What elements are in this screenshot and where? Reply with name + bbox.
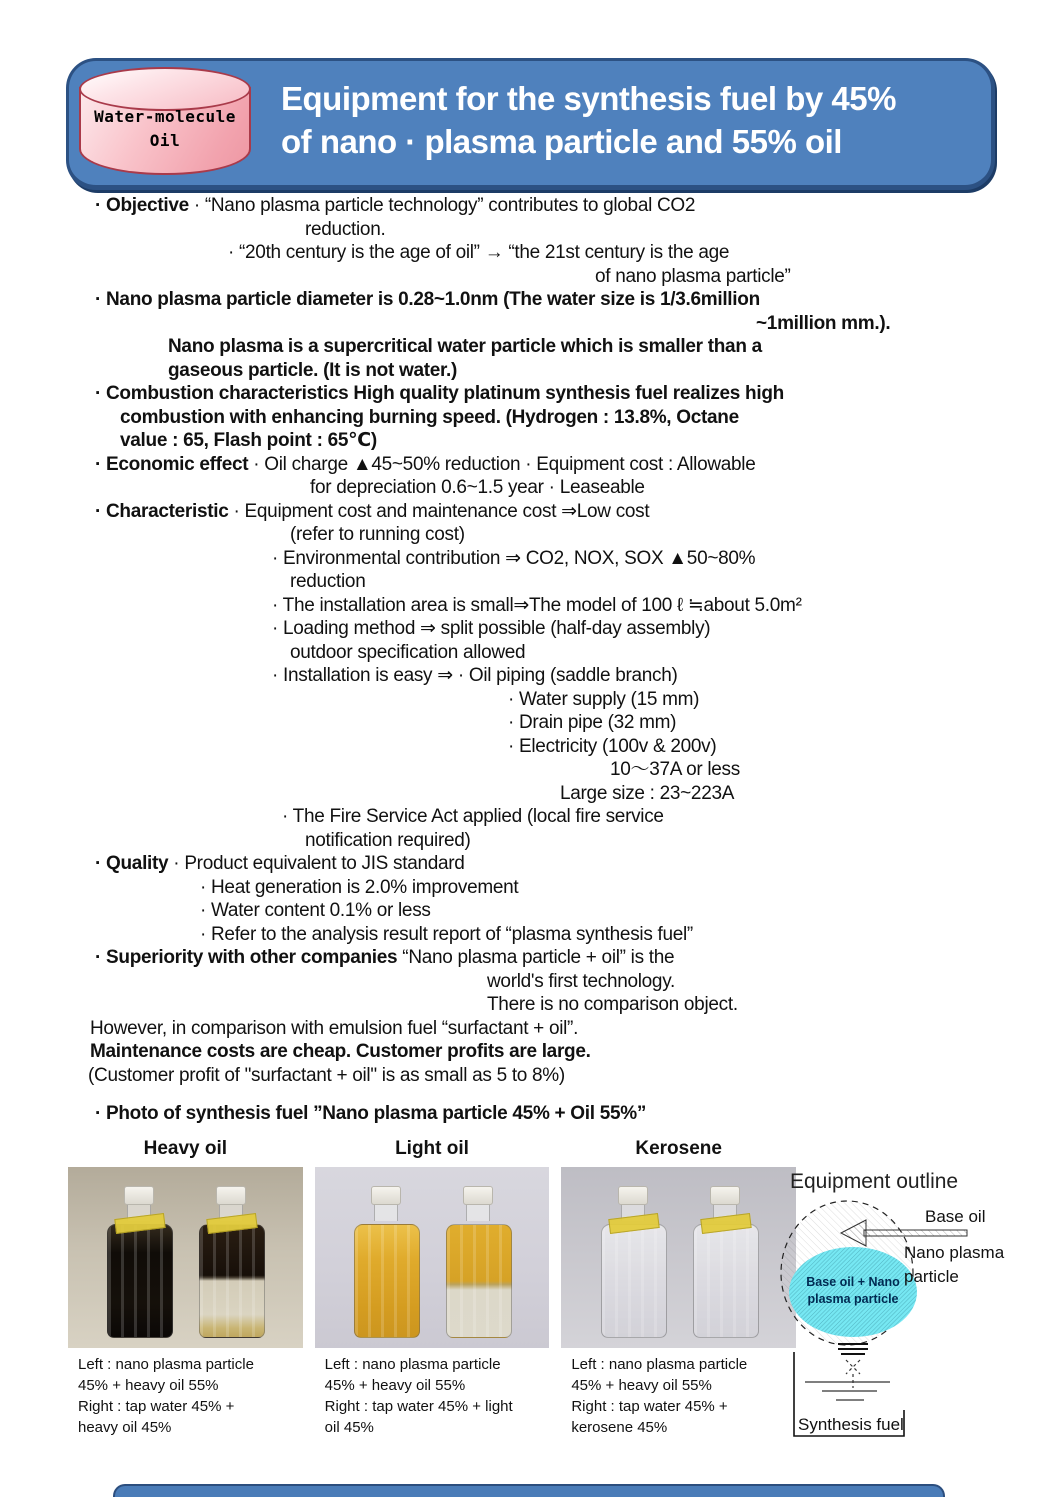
body-line: · Characteristic · Equipment cost and maintenance cost ⇒Low cost — [95, 500, 650, 522]
badge-line1: Water-molecule — [94, 107, 236, 126]
photo-label: Heavy oil — [143, 1138, 228, 1159]
body-line: · The Fire Service Act applied (local fire service — [282, 806, 664, 827]
body-line: · The installation area is small⇒The model of 100 ℓ ≒about 5.0m² — [272, 594, 802, 616]
photo-caption: Left : nano plasma particle 45% + heavy oil 55% Right : tap water 45% + heavy oil 45% — [78, 1356, 254, 1436]
mixture-label-line2: plasma particle — [807, 1292, 899, 1306]
body-line: · Superiority with other companies “Nano plasma particle + oil” is the — [95, 947, 675, 968]
water-molecule-oil-badge — [79, 67, 249, 177]
body-line: (refer to running cost) — [290, 524, 465, 545]
particle-label: particle — [904, 1267, 959, 1286]
photo-column — [561, 1138, 796, 1438]
fuel-photo — [315, 1167, 550, 1348]
body-line: for depreciation 0.6~1.5 year · Leaseable — [310, 477, 645, 498]
title-line1: Equipment for the synthesis fuel by 45% — [281, 80, 896, 117]
drip-line — [846, 1360, 860, 1388]
photo-caption: Left : nano plasma particle 45% + heavy oil 55% Right : tap water 45% + kerosene 45% — [571, 1356, 748, 1436]
bottom-banner — [113, 1484, 945, 1497]
body-line: There is no comparison object. — [487, 994, 738, 1015]
equipment-outline-title: Equipment outline — [790, 1170, 959, 1193]
body-line: · Drain pipe (32 mm) — [508, 712, 677, 733]
body-line: (Customer profit of "surfactant + oil" is as small as 5 to 8%) — [88, 1064, 565, 1086]
synthesis-fuel-label: Synthesis fuel — [798, 1415, 904, 1434]
body-line: reduction. — [305, 218, 386, 240]
body-line: · Refer to the analysis result report of “plasma synthesis fuel” — [200, 923, 693, 945]
title-line2: of nano · plasma particle and 55% oil — [281, 123, 842, 160]
body-line: · Electricity (100v & 200v) — [508, 735, 717, 757]
body-line: · “20th century is the age of oil” → “the 21st century is the age — [228, 242, 730, 263]
body-line: · Water content 0.1% or less — [200, 900, 431, 921]
body-line: Large size : 23~223A — [560, 782, 735, 804]
photo-column — [68, 1138, 303, 1438]
mixture-label-line1: Base oil + Nano — [806, 1275, 900, 1289]
badge-line2: Oil — [149, 131, 181, 150]
body-line: world's first technology. — [487, 970, 675, 992]
body-line: · Heat generation is 2.0% improvement — [200, 876, 519, 898]
body-line: gaseous particle. (It is not water.) — [168, 359, 458, 381]
photo-label: Kerosene — [635, 1138, 722, 1159]
body-line: · Objective · “Nano plasma particle technology” contributes to global CO2 — [95, 195, 696, 216]
body-line: · Environmental contribution ⇒ CO2, NOX, SOX ▲50~80% — [272, 547, 756, 569]
bottle — [351, 1186, 421, 1338]
nano-plasma-label: Nano plasma — [904, 1243, 1005, 1262]
inlet-arrow-shaft — [864, 1230, 967, 1236]
body-line: · Nano plasma particle diameter is 0.28~1.0nm (The water size is 1/3.6million — [95, 289, 760, 310]
body-line: · Economic effect · Oil charge ▲45~50% reduction · Equipment cost : Allowable — [95, 453, 756, 475]
bottle — [443, 1186, 513, 1338]
badge-label — [79, 105, 251, 153]
bottle — [598, 1186, 668, 1338]
body-line: of nano plasma particle” — [595, 265, 791, 287]
body-line: · Quality · Product equivalent to JIS standard — [95, 853, 465, 874]
body-line: Nano plasma is a supercritical water particle which is smaller than a — [168, 336, 762, 357]
photo-row — [68, 1138, 808, 1438]
body-line: outdoor specification allowed — [290, 641, 526, 663]
photo-caption: Left : nano plasma particle 45% + heavy oil 55% Right : tap water 45% + light oil 45% — [324, 1356, 513, 1436]
photo-column — [315, 1138, 550, 1438]
base-oil-label: Base oil — [925, 1207, 986, 1226]
body-text — [88, 194, 1028, 1126]
body-line: value : 65, Flash point : 65℃) — [120, 430, 377, 451]
body-line: · Photo of synthesis fuel ”Nano plasma particle 45% + Oil 55%” — [95, 1103, 647, 1124]
body-line: · Loading method ⇒ split possible (half-day assembly) — [272, 618, 711, 639]
body-line: Maintenance costs are cheap. Customer profits are large. — [90, 1041, 591, 1062]
bottle — [690, 1186, 760, 1338]
body-line: notification required) — [305, 829, 471, 851]
body-line: 10〜37A or less — [610, 759, 740, 780]
title-banner — [66, 58, 995, 190]
body-line: · Installation is easy ⇒ · Oil piping (saddle branch) — [272, 665, 678, 686]
body-line: reduction — [290, 571, 366, 592]
bottle — [104, 1186, 174, 1338]
body-line: combustion with enhancing burning speed. (Hydrogen : 13.8%, Octane — [120, 406, 739, 428]
body-line: However, in comparison with emulsion fuel “surfactant + oil”. — [90, 1017, 579, 1039]
page-title — [281, 77, 896, 163]
equipment-outline-diagram — [780, 1160, 1058, 1452]
fuel-photo — [561, 1167, 796, 1348]
bottle — [196, 1186, 266, 1338]
body-line: · Combustion characteristics High quality platinum synthesis fuel realizes high — [95, 383, 784, 404]
body-line: ~1million mm.). — [756, 312, 891, 334]
fuel-photo — [68, 1167, 303, 1348]
body-line: · Water supply (15 mm) — [508, 688, 700, 710]
photo-label: Light oil — [395, 1138, 469, 1159]
